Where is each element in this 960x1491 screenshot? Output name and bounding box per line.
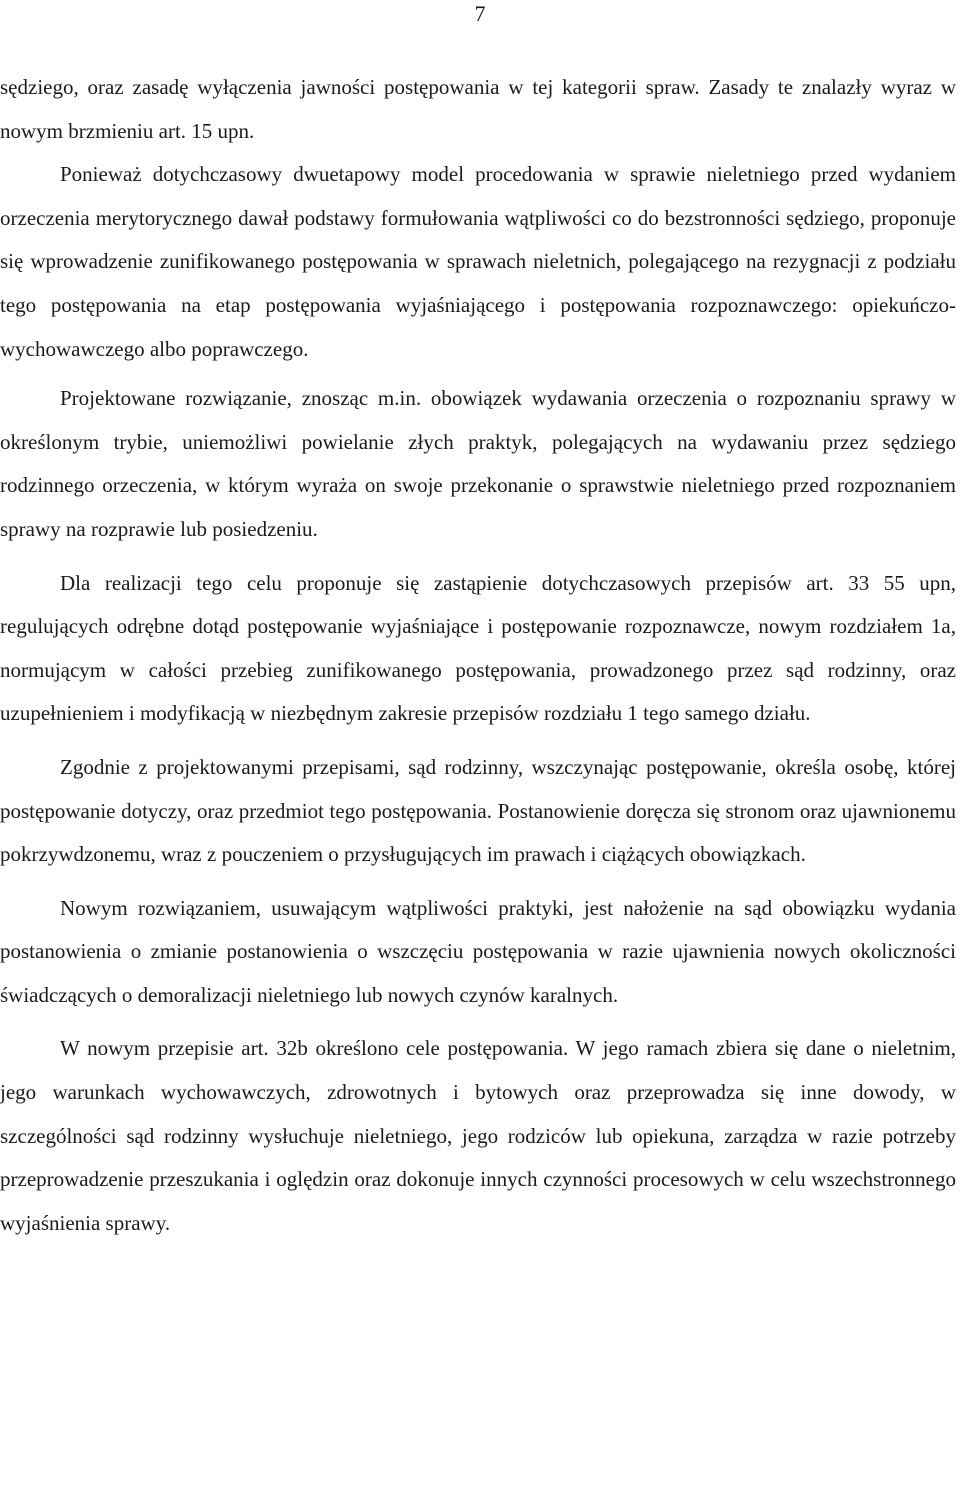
paragraph-unified-procedure: Ponieważ dotychczasowy dwuetapowy model procedowania w sprawie nieletniego przed wydaniem orzeczenia merytorycznego dawał podstawy formułowania wątpliwości co do bezstronności sędziego, proponuje się wprowadzenie zunifikowanego postępowania w sprawach nieletnich, polegającego na rezygnacji z podziału tego postępowania na etap postępowania wyjaśniającego i postępowania rozpoznawczego: opiekuńczo-wychowawczego albo poprawczego.: [0, 162, 956, 361]
paragraph-continuation: sędziego, oraz zasadę wyłączenia jawności postępowania w tej kategorii spraw. Zasady te znalazły wyraz w nowym brzmieniu art. 15 upn.: [0, 75, 956, 143]
paragraph-initiation: Zgodnie z projektowanymi przepisami, sąd rodzinny, wszczynając postępowanie, określa osobę, której postępowanie dotyczy, oraz przedmiot tego postępowania. Postanowienie doręcza się stronom oraz ujawnionemu pokrzywdzonemu, wraz z pouczeniem o przysługujących im prawach i ciążących obowiązkach.: [0, 754, 956, 867]
document-body: [0, 66, 956, 1245]
paragraph-new-solution: Nowym rozwiązaniem, usuwającym wątpliwości praktyki, jest nałożenie na sąd obowiązku wydania postanowienia o zmianie postanowienia o wszczęciu postępowania w razie ujawnienia nowych okoliczności świadczących o demoralizacji nieletniego lub nowych czynów karalnych.: [0, 895, 956, 1007]
paragraph-implementation: Dla realizacji tego celu proponuje się zastąpienie dotychczasowych przepisów art. 33 55 upn, regulujących odrębne dotąd postępowanie wyjaśniające i postępowanie rozpoznawcze, nowym rozdziałem 1a, normującym w całości przebieg zunifikowanego postępowania, prowadzonego przez sąd rodzinny, oraz uzupełnieniem i modyfikacją w niezbędnym zakresie przepisów rozdziału 1 tego samego działu.: [0, 570, 956, 726]
page-number: 7: [474, 1, 486, 26]
paragraph-projected-solution: Projektowane rozwiązanie, znosząc m.in. obowiązek wydawania orzeczenia o rozpoznaniu sprawy w określonym trybie, uniemożliwi powielanie złych praktyk, polegających na wydawaniu przez sędziego rodzinnego orzeczenia, w którym wyraża on swoje przekonanie o sprawstwie nieletniego przed rozpoznaniem sprawy na rozprawie lub posiedzeniu.: [0, 386, 956, 541]
paragraph-art-32b: W nowym przepisie art. 32b określono cele postępowania. W jego ramach zbiera się dane o nieletnim, jego warunkach wychowawczych, zdrowotnych i bytowych oraz przeprowadza się inne dowody, w szczególności sąd rodzinny wysłuchuje nieletniego, jego rodziców lub opiekuna, zarządza w razie potrzeby przeprowadzenie przeszukania i oględzin oraz dokonuje innych czynności procesowych w celu wszechstronnego wyjaśnienia sprawy.: [0, 1036, 956, 1235]
